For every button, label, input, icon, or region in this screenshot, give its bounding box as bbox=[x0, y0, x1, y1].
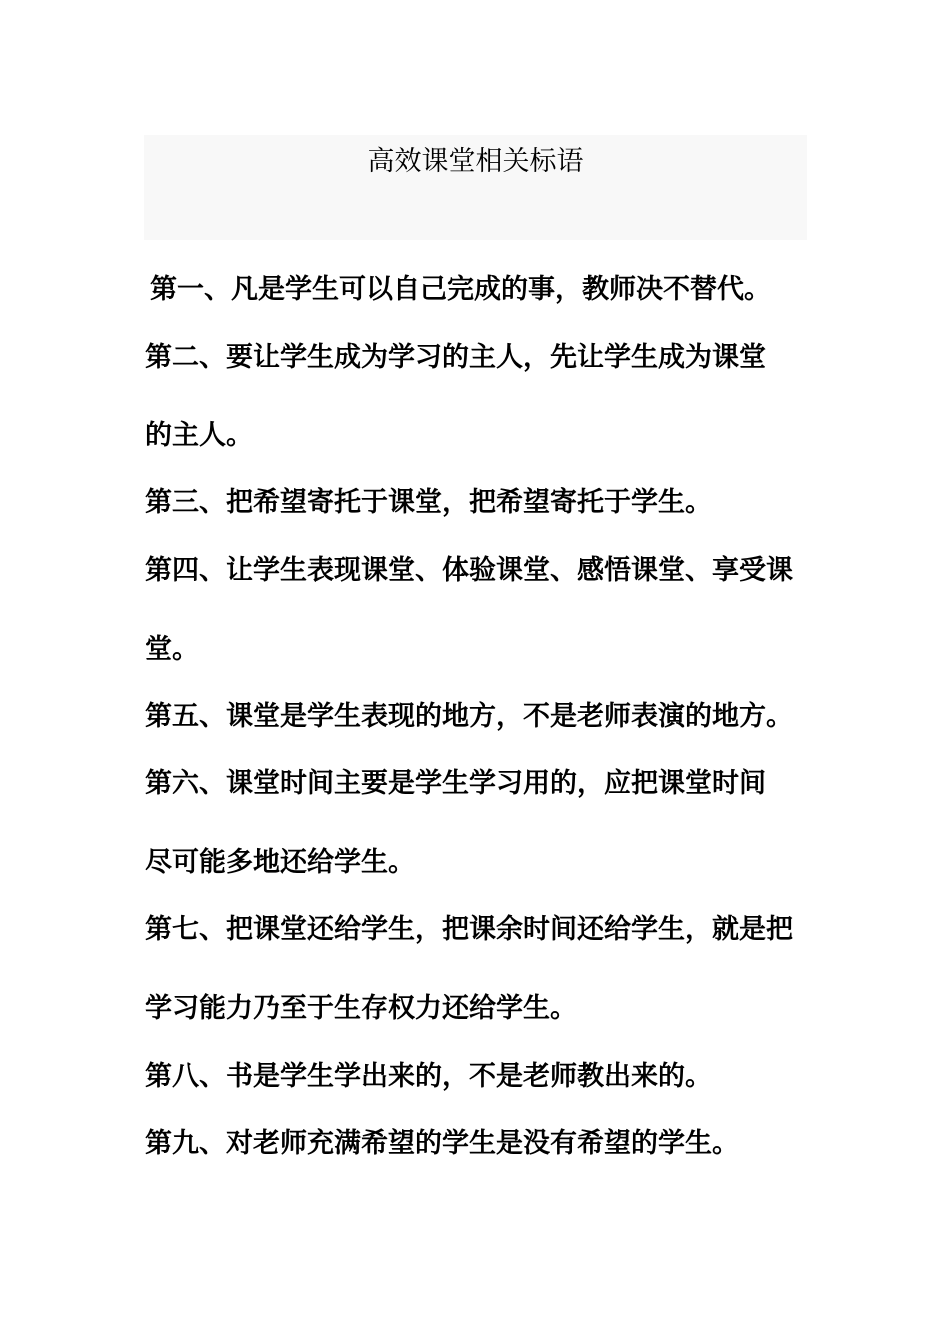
slogan-line-3: 第三、把希望寄托于课堂，把希望寄托于学生。 bbox=[145, 487, 712, 518]
slogan-line-7: 第七、把课堂还给学生，把课余时间还给学生，就是把 bbox=[145, 914, 793, 945]
page-title: 高效课堂相关标语 bbox=[367, 146, 584, 177]
slogan-line-8: 第八、书是学生学出来的，不是老师教出来的。 bbox=[145, 1061, 712, 1092]
slogan-line-4: 第四、让学生表现课堂、体验课堂、感悟课堂、享受课 bbox=[145, 555, 793, 586]
slogan-line-2: 第二、要让学生成为学习的主人，先让学生成为课堂 bbox=[145, 342, 766, 373]
slogan-line-6: 第六、课堂时间主要是学生学习用的，应把课堂时间 bbox=[145, 768, 766, 799]
slogan-line-4-cont: 堂。 bbox=[145, 634, 199, 665]
slogan-line-2-cont: 的主人。 bbox=[145, 420, 253, 451]
title-box bbox=[144, 135, 807, 240]
slogan-line-6-cont: 尽可能多地还给学生。 bbox=[145, 847, 415, 878]
slogan-line-5: 第五、课堂是学生表现的地方，不是老师表演的地方。 bbox=[145, 701, 793, 732]
slogan-line-7-cont: 学习能力乃至于生存权力还给学生。 bbox=[145, 993, 577, 1024]
slogan-line-9: 第九、对老师充满希望的学生是没有希望的学生。 bbox=[145, 1128, 739, 1159]
slogan-line-1: 第一、凡是学生可以自己完成的事，教师决不替代。 bbox=[150, 274, 771, 305]
